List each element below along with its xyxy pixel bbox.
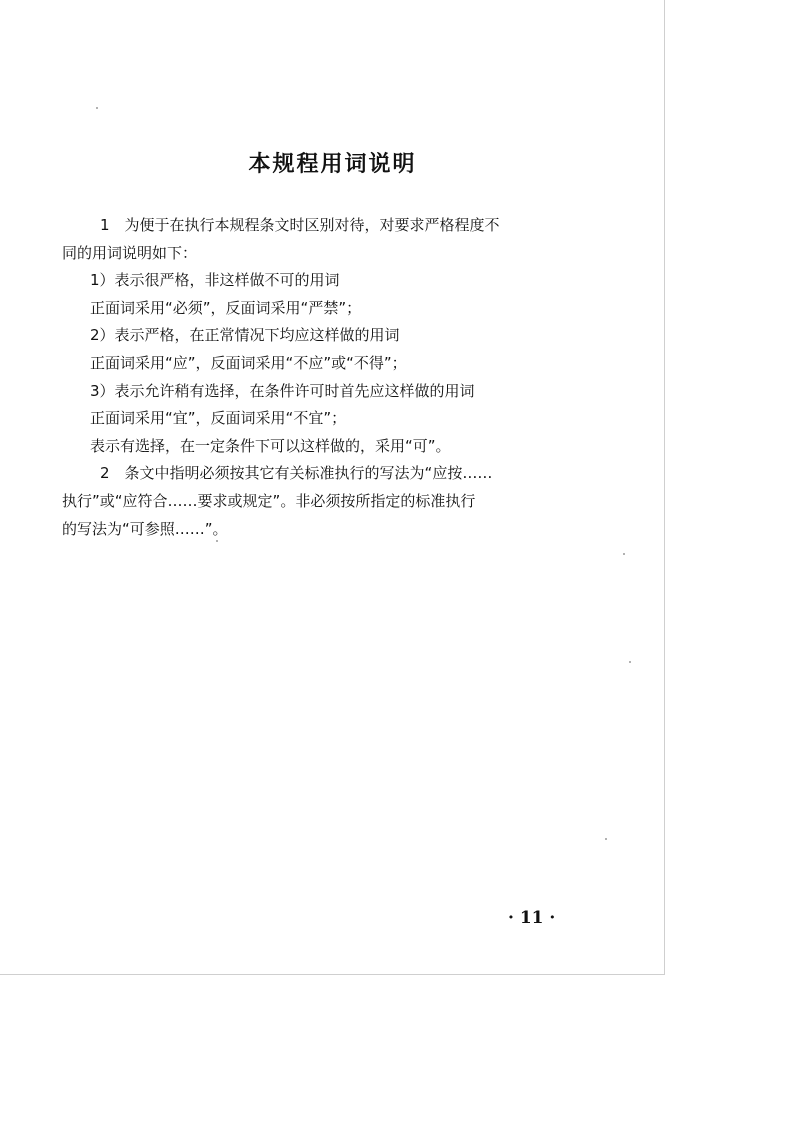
paragraph-1-line-1: 1 为便于在执行本规程条文时区别对待，对要求严格程度不 xyxy=(100,216,500,234)
body-text xyxy=(62,212,607,543)
paragraph-2-line-1: 2 条文中指明必须按其它有关标准执行的写法为“应按…… xyxy=(100,464,493,483)
item-3-detail: 正面词采用“宜”，反面词采用“不宜”； xyxy=(90,409,347,428)
paragraph-1-line-2: 同的用词说明如下： xyxy=(62,243,198,262)
page-title: 本规程用词说明 xyxy=(248,152,417,177)
scan-speck xyxy=(623,553,625,555)
scan-speck xyxy=(96,107,98,109)
paragraph-2-line-2: 执行”或“应符合……要求或规定”。非必须按所指定的标准执行 xyxy=(62,491,476,510)
item-1-detail: 正面词采用“必须”，反面词采用“严禁”； xyxy=(90,298,362,317)
page-number: · 11 · xyxy=(508,908,556,928)
scan-speck xyxy=(605,838,607,840)
item-2-heading: 2）表示严格，在正常情况下均应这样做的用词 xyxy=(90,326,400,345)
item-3-heading: 3）表示允许稍有选择，在条件许可时首先应这样做的用词 xyxy=(90,381,475,400)
scan-speck xyxy=(629,661,631,663)
paragraph-2-line-3: 的写法为“可参照……”。 xyxy=(62,519,228,538)
item-2-detail: 正面词采用“应”，反面词采用“不应”或“不得”； xyxy=(90,353,407,372)
item-4-detail: 表示有选择，在一定条件下可以这样做的，采用“可”。 xyxy=(90,436,451,455)
item-1-heading: 1）表示很严格，非这样做不可的用词 xyxy=(90,271,340,290)
scan-speck xyxy=(216,540,218,542)
